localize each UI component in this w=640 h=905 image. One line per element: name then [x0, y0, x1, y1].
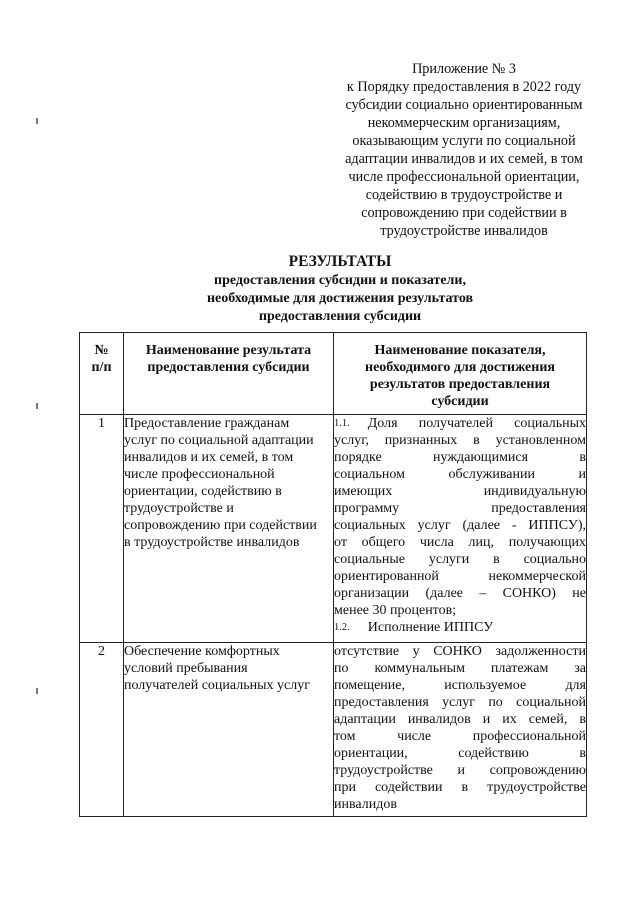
document-title: РЕЗУЛЬТАТЫ — [288, 253, 392, 270]
appendix-line: Приложение № 3 — [412, 61, 516, 77]
header-result-name: Наименование результата предоставления субсидии — [124, 333, 334, 415]
appendix-line: к Порядку предоставления в 2022 году — [346, 79, 582, 95]
document-subtitle-line: предоставления субсидии — [258, 309, 422, 324]
appendix-line: оказывающим услуги по социальной — [352, 133, 576, 149]
header-number: № п/п — [80, 333, 124, 415]
appendix-line: адаптации инвалидов и их семей, в том — [345, 151, 583, 167]
appendix-line: содействию в трудоустройстве и — [365, 187, 563, 203]
indicator-cell: отсутствие у СОНКО задолженности по коммунальным платежам за помещение, используемое для предоставления услуг по социальной адаптации инвалидов и их семей, в том числе профессиональной ориентации, содействию в трудоустройстве и сопровождению при содействии в трудоустройстве инвалидов — [334, 643, 587, 817]
row-number: 2 — [80, 643, 124, 817]
indicator-number: 1.1. — [334, 418, 350, 429]
appendix-line: субсидии социально ориентированным — [345, 97, 583, 113]
result-name: Обеспечение комфортных условий пребывания получателей социальных услуг — [124, 643, 334, 817]
result-name: Предоставление гражданам услуг по социальной адаптации инвалидов и их семей, в том числе профессиональной ориентации, содействию в трудоустройстве и сопровождению при содействии в трудоустройстве инвалидов — [124, 415, 334, 643]
document-subtitle-line: необходимые для достижения результатов — [206, 291, 474, 306]
indicator-number: 1.2. — [334, 622, 350, 633]
margin-mark — [36, 403, 38, 409]
appendix-line: сопровождению при содействии в — [361, 205, 567, 221]
margin-mark — [36, 688, 38, 694]
header-indicator-name: Наименование показателя, необходимого для достижения результатов предоставления субсидии — [334, 333, 587, 415]
table-row — [80, 643, 587, 817]
document-heading — [160, 252, 520, 326]
indicator-cell: 1.1. Доля получателей социальных услуг, признанных в установленном порядке нуждающимися в социальном обслуживании и имеющих индивидуальную программу предоставления социальных услуг (далее - ИППСУ), от общего числа лиц, получающих социальные услуги в социально ориентированной некоммерческой организации (далее – СОНКО) не менее 30 процентов; 1.2. Исполнение ИППСУ — [334, 415, 587, 643]
table-header-row — [80, 333, 587, 415]
indicator-line: 1.2. Исполнение ИППСУ — [334, 620, 494, 635]
appendix-line: трудоустройстве инвалидов — [380, 223, 548, 239]
document-subtitle-line: предоставления субсидии и показатели, — [214, 273, 466, 288]
results-table — [79, 332, 587, 817]
indicator-line: 1.1. Доля получателей социальных — [334, 416, 586, 431]
margin-mark — [36, 118, 38, 124]
appendix-line: некоммерческим организациям, — [367, 115, 561, 131]
table-row — [80, 415, 587, 643]
appendix-line: числе профессиональной ориентации, — [348, 169, 580, 185]
row-number: 1 — [80, 415, 124, 643]
appendix-note — [318, 60, 610, 240]
